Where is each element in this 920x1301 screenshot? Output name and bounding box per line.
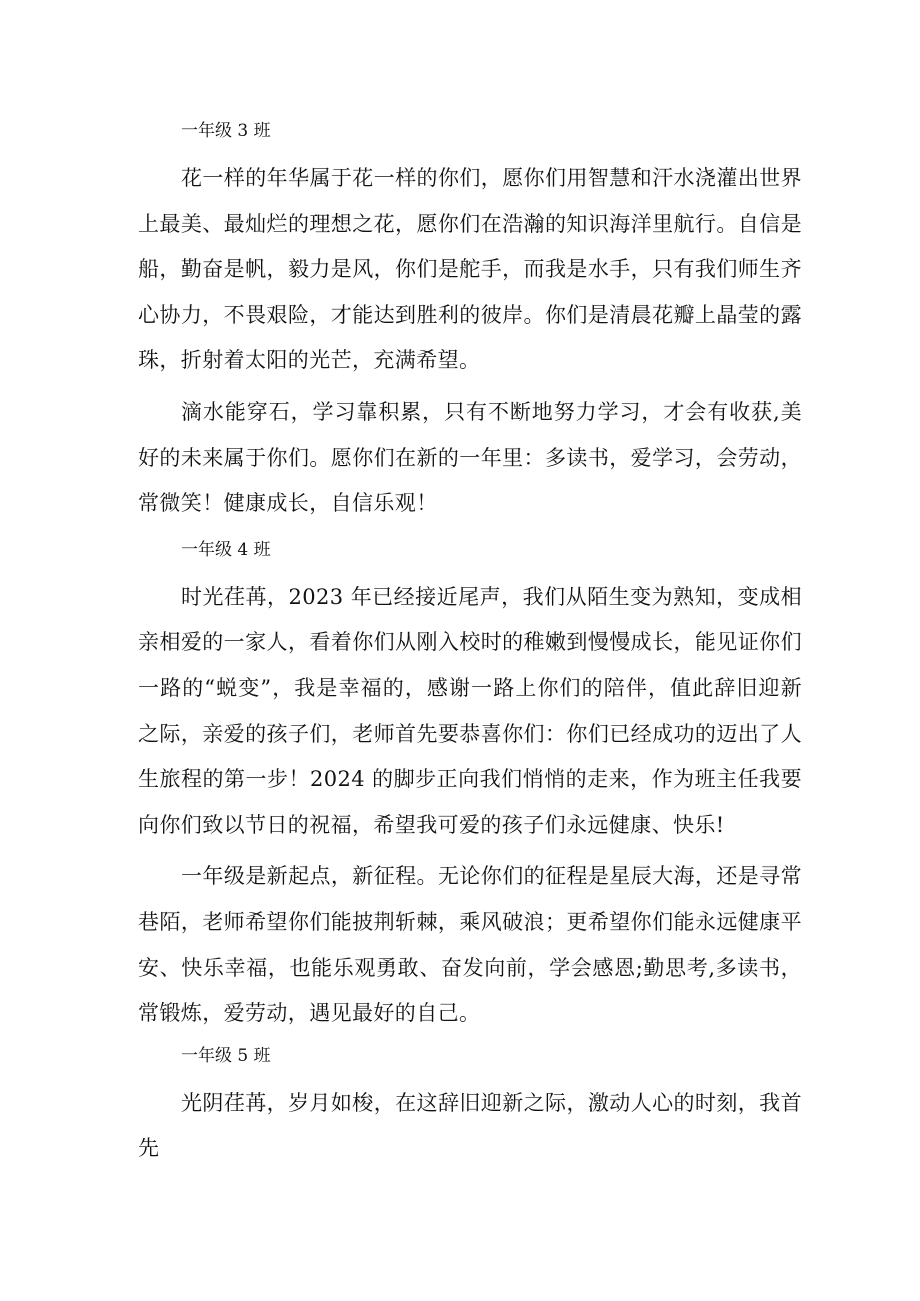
- paragraph: 光阴荏苒，岁月如梭，在这辞旧迎新之际，激动人心的时刻，我首先: [138, 1090, 802, 1161]
- paragraph: 一年级是新起点，新征程。无论你们的征程是星辰大海，还是寻常巷陌，老师希望你们能披荆斩棘，乘风破浪；更希望你们能永远健康平安、快乐幸福，也能乐观勇敢、奋发向前，学会感恩;勤思考,多读书，常锻炼，爱劳动，遇见最好的自己。: [138, 864, 802, 1026]
- paragraph: 时光荏苒，2023 年已经接近尾声，我们从陌生变为熟知，变成相亲相爱的一家人，看着你们从刚入校时的稚嫩到慢慢成长，能见证你们一路的“蜕变”，我是幸福的，感谢一路上你们的陪伴，值此辞旧迎新之际，亲爱的孩子们，老师首先要恭喜你们：你们已经成功的迈出了人生旅程的第一步！2024 的脚步正向我们悄悄的走来，作为班主任我要向你们致以节日的祝福，希望我可爱的孩子们永远健康、快乐!: [138, 584, 802, 837]
- paragraph: 滴水能穿石，学习靠积累，只有不断地努力学习，才会有收获,美好的未来属于你们。愿你们在新的一年里：多读书，爱学习，会劳动，常微笑！健康成长，自信乐观！: [138, 399, 802, 516]
- section-heading-class-3: 一年级 3 班: [181, 121, 271, 141]
- section-heading-class-4: 一年级 4 班: [181, 539, 271, 560]
- paragraph: 花一样的年华属于花一样的你们，愿你们用智慧和汗水浇灌出世界上最美、最灿烂的理想之花，愿你们在浩瀚的知识海洋里航行。自信是船，勤奋是帆，毅力是风，你们是舵手，而我是水手，只有我们师生齐心协力，不畏艰险，才能达到胜利的彼岸。你们是清晨花瓣上晶莹的露珠，折射着太阳的光芒，充满希望。: [138, 166, 802, 373]
- document-body: [138, 112, 802, 1172]
- section-heading-class-5: 一年级 5 班: [181, 1045, 271, 1066]
